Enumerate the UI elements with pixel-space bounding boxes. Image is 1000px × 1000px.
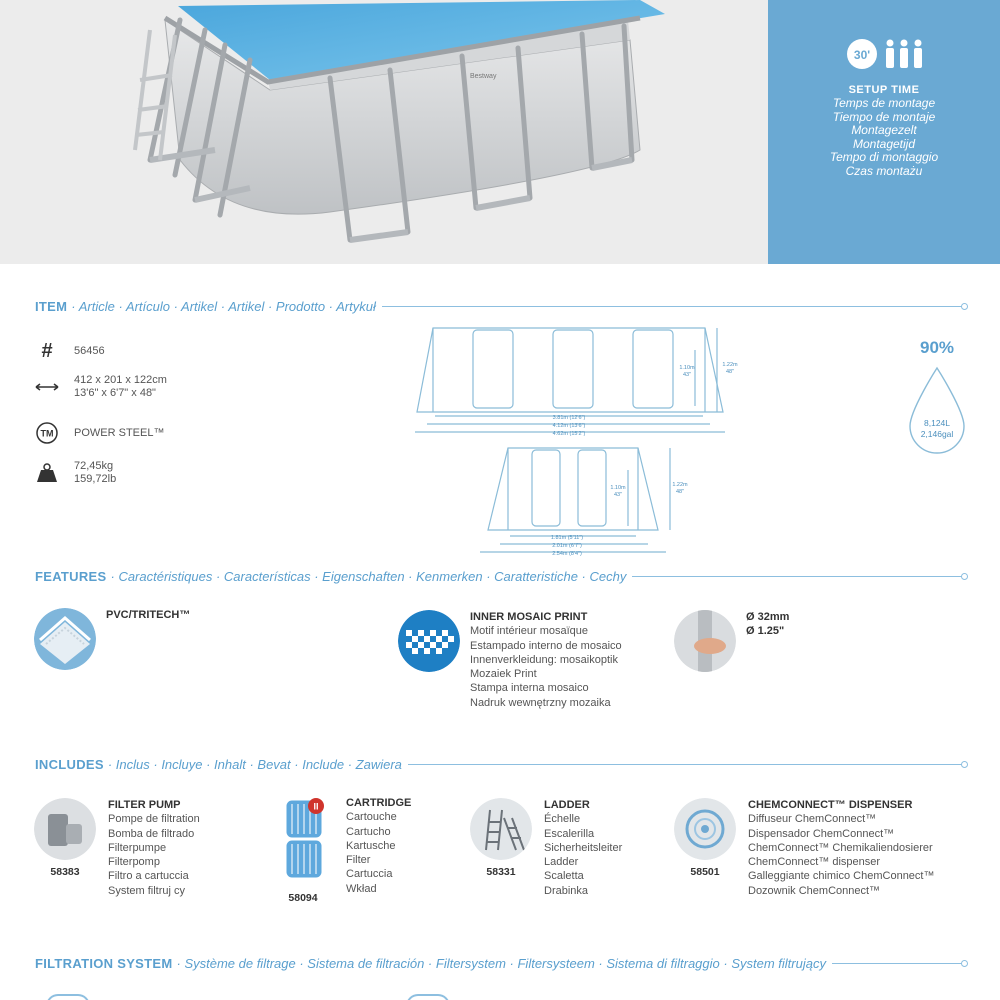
product-image — [0, 0, 768, 264]
water-drop-icon — [906, 366, 968, 461]
setup-translations: Temps de montage Tiempo de montaje Montagezelt Montagetijd Tempo di montaggio Czas montażu — [829, 96, 939, 178]
setup-title: SETUP TIME — [848, 84, 920, 96]
setup-icons — [768, 36, 1000, 72]
chemconnect-dispenser-icon — [674, 798, 736, 860]
pvc-layers-icon — [34, 608, 96, 670]
features-section-header: FEATURES · Caractéristiques · Características · Eigenschaften · Kenmerken · Caratteristiche · Cechy — [35, 566, 965, 586]
filtration-section-header: FILTRATION SYSTEM · Système de filtrage · Sistema de filtración · Filtersystem · Filtersysteem · Sistema di filtraggio · System filtrujący — [35, 953, 965, 973]
spec-material: TM POWER STEEL™ — [34, 420, 164, 446]
divider — [632, 576, 965, 577]
spec-weight: 72,45kg 159,72lb — [34, 460, 116, 486]
mosaic-pattern-icon — [398, 610, 460, 672]
people-icon — [886, 40, 922, 69]
spec-model: # 56456 — [34, 338, 105, 364]
label-width-1: 3.81m (12'6") — [552, 415, 586, 421]
label-height-outer: 1.22m — [722, 362, 738, 368]
capacity-liters: 8,124L — [924, 418, 950, 428]
divider — [382, 306, 965, 307]
pipe-hand-icon — [674, 610, 736, 672]
filtration-icon-partial — [406, 994, 450, 1000]
dimension-arrows-icon — [34, 374, 60, 400]
setup-minutes: 30' — [853, 48, 871, 62]
label-height-inner: 1.10m — [679, 365, 695, 371]
label-width-2: 4.12m (13'6") — [552, 423, 586, 429]
product-code: 58501 — [690, 866, 720, 878]
weight-icon — [34, 460, 60, 486]
label-height-outer: 1.22m — [672, 482, 688, 488]
include-filter-pump: 58383 FILTER PUMP Pompe de filtration Bomba de filtrado Filterpumpe Filterpomp Filtro a cartuccia System filtruj cy — [34, 798, 254, 918]
dimension-diagram-short — [470, 440, 710, 570]
capacity-gallons: 2,146gal — [920, 429, 954, 439]
ladder-icon — [470, 798, 532, 860]
feature-pvc — [34, 608, 190, 670]
brand-logo: Bestway — [470, 73, 497, 80]
include-title: CARTRIDGE — [346, 797, 412, 809]
product-code: 58331 — [486, 866, 516, 878]
include-title: CHEMCONNECT™ DISPENSER — [748, 799, 913, 811]
include-ladder: 58331 LADDER Échelle Escalerilla Sicherheitsleiter Ladder Scaletta Drabinka — [470, 798, 690, 918]
filter-pump-icon — [34, 798, 96, 860]
item-section-header: ITEM · Article · Artículo · Artikel · Artikel · Prodotto · Artykuł — [35, 296, 965, 316]
cartridge-icon — [272, 796, 334, 858]
dimension-diagram-long — [405, 320, 970, 450]
label-height-inner: 1.10m — [610, 485, 626, 491]
include-cartridge: II 58094 CARTRIDGE Cartouche Cartucho Kartusche Filter Cartuccia Wkład — [272, 796, 492, 916]
spec-dimensions: 412 x 201 x 122cm 13'6" x 6'7" x 48" — [34, 374, 167, 400]
divider — [408, 764, 965, 765]
product-code: 58383 — [50, 866, 80, 878]
label-width-2: 2.01m (6'7") — [552, 543, 582, 549]
include-title: FILTER PUMP — [108, 799, 181, 811]
hash-icon: # — [41, 339, 53, 362]
includes-section-header: INCLUDES · Inclus · Incluye · Inhalt · Bevat · Include · Zawiera — [35, 754, 965, 774]
label-width-3: 2.54m (8'4") — [552, 551, 582, 557]
svg-text:48": 48" — [675, 489, 685, 495]
pool-illustration — [0, 0, 768, 264]
feature-title: INNER MOSAIC PRINT — [470, 611, 588, 623]
svg-text:43": 43" — [682, 372, 692, 378]
include-chemconnect: 58501 CHEMCONNECT™ DISPENSER Diffuseur ChemConnect™ Dispensador ChemConnect™ ChemConnect™ Chemikaliendosierer ChemConnect™ dispenser Galleggiante chimico ChemConnect™ Dozownik ChemConnect™ — [674, 798, 974, 918]
label-width-3: 4.62m (15'2") — [552, 431, 586, 437]
setup-time-panel — [768, 0, 1000, 264]
svg-text:TM: TM — [40, 428, 54, 439]
feature-title: PVC/TRITECH™ — [106, 609, 191, 621]
svg-text:48": 48" — [725, 369, 735, 375]
fill-percentage: 90% — [919, 338, 955, 357]
feature-mosaic: INNER MOSAIC PRINT Motif intérieur mosaïque Estampado interno de mosaico Innenverkleidung: mosaikoptik Mozaiek Print Stampa interna mosaico Nadruk wewnętrzny mozaika — [398, 610, 622, 710]
trademark-icon — [34, 420, 60, 446]
filtration-icon-partial — [46, 994, 90, 1000]
label-width-1: 1.81m (5'11") — [550, 535, 584, 541]
svg-text:43": 43" — [613, 492, 623, 498]
include-title: LADDER — [544, 799, 590, 811]
divider — [832, 963, 965, 964]
quantity-badge-text: II — [313, 801, 319, 812]
feature-pipe-diameter: Ø 32mm Ø 1.25" — [674, 610, 789, 672]
product-code: 58094 — [288, 892, 318, 904]
